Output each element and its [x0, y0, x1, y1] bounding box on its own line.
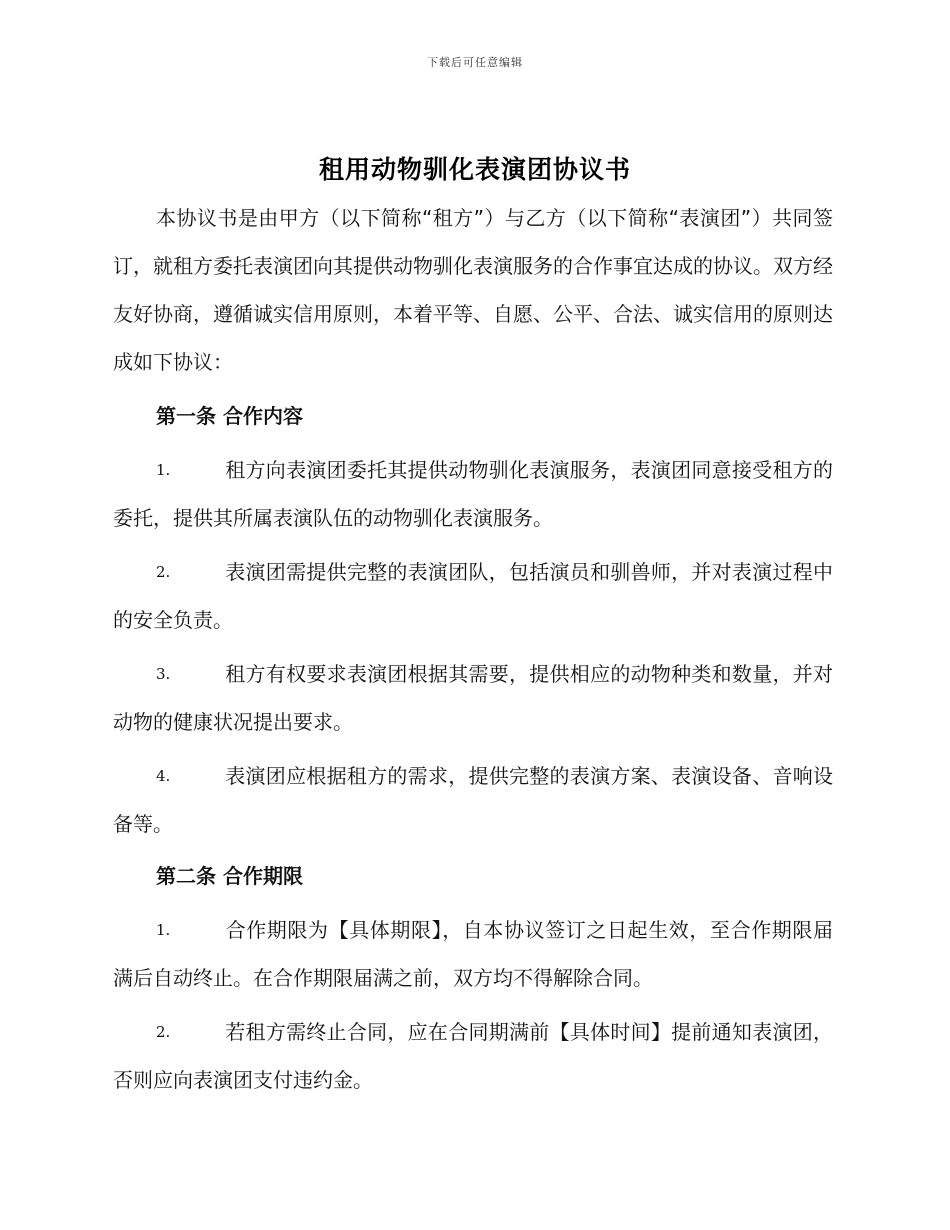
clause-item	[113, 1008, 833, 1104]
section-heading-cooperation-term: 第二条 合作期限	[156, 864, 303, 888]
document-title: 租用动物驯化表演团协议书	[318, 155, 631, 184]
clause-number: 4.	[156, 767, 171, 785]
clause-text: 若租方需终止合同，应在合同期满前【具体时间】提前通知表演团，否则应向表演团支付违约金。	[113, 1020, 833, 1092]
clause-text: 合作期限为【具体期限】，自本协议签订之日起生效，至合作期限届满后自动终止。在合作期限届满之前，双方均不得解除合同。	[113, 918, 833, 990]
clause-item	[113, 548, 833, 644]
clause-number: 1.	[156, 461, 171, 479]
clause-number: 2.	[156, 1023, 171, 1041]
clause-item	[113, 906, 833, 1002]
page-header-note: 下载后可任意编辑	[427, 56, 523, 69]
section-heading-cooperation-content: 第一条 合作内容	[156, 404, 303, 428]
clause-text: 表演团需提供完整的表演团队，包括演员和驯兽师，并对表演过程中的安全负责。	[113, 560, 833, 632]
clause-text: 表演团应根据租方的需求，提供完整的表演方案、表演设备、音响设备等。	[113, 764, 833, 836]
intro-paragraph: 本协议书是由甲方（以下简称“租方”）与乙方（以下简称“表演团”）共同签订，就租方委托表演团向其提供动物驯化表演服务的合作事宜达成的协议。双方经友好协商，遵循诚实信用原则，本着平等、自愿、公平、合法、诚实信用的原则达成如下协议：	[113, 206, 833, 374]
clause-item	[113, 752, 833, 848]
clause-number: 1.	[156, 921, 171, 939]
clause-number: 3.	[156, 665, 171, 683]
clause-item	[113, 446, 833, 542]
clause-text: 租方向表演团委托其提供动物驯化表演服务，表演团同意接受租方的委托，提供其所属表演队伍的动物驯化表演服务。	[113, 458, 833, 530]
clause-number: 2.	[156, 563, 171, 581]
document-body	[113, 194, 833, 1102]
clause-item	[113, 650, 833, 746]
clause-text: 租方有权要求表演团根据其需要，提供相应的动物种类和数量，并对动物的健康状况提出要求。	[113, 662, 833, 734]
